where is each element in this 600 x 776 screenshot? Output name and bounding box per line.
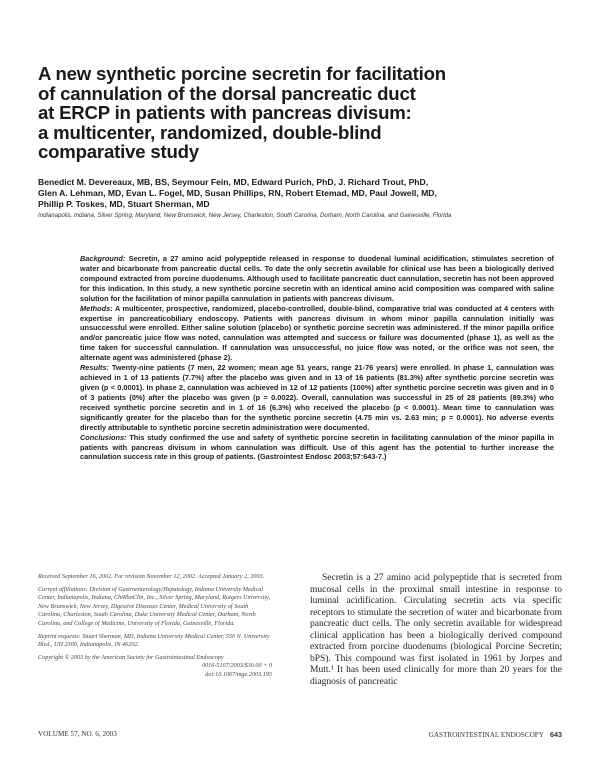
abstract-text: Twenty-nine patients (7 men, 22 women; mean age 51 years, range 21-76 years) were enrolled. In phase 1, cannulation was achieved in 1 of 13 patients (7.7%) after the placebo was given and in 13 of 16 patients (81.3%) after synthetic porcine secretin was given (p < 0.0001). In phase 2, cannulation was achieved in 12 of 12 patients (100%) after synthetic porcine secretin was given and in 0 of 3 patients (0%) after the placebo was given (p = 0.0022). Overall, cannulation was successful in 25 of 28 patients (89.3%) who received synthetic porcine secretin and in 1 of 16 (6.3%) who received the placebo (p < 0.0001). Mean time to cannulation was significantly greater for the placebo than for the synthetic porcine secretin (4.75 min vs. 2.63 min; p = 0.0001). No adverse events directly attributable to synthetic porcine secretin administration were documented. [80,363,554,432]
title-line: comparative study [38,141,199,163]
volume-info: VOLUME 57, NO. 6, 2003 [38,730,117,738]
reprint-requests: Reprint requests: Stuart Sherman, MD, Indiana University Medical Center, 550 N. University Blvd., UH 2300, Indianapolis, IN 46202. [38,632,270,649]
abstract-label: Methods: [80,303,113,313]
journal-name: GASTROINTESTINAL ENDOSCOPY [428,731,544,739]
author-line: Phillip P. Toskes, MD, Stuart Sherman, MD [38,199,210,210]
footnotes [38,573,272,680]
abstract-results [80,363,554,432]
body-text-column [310,573,562,688]
current-affiliations: Current affiliations: Division of Gastroenterology/Hepatology, Indiana University Medical Center, Indianapolis, Indiana, ChiRhoClin, Inc., Silver Spring, Maryland, Rutgers University, New Brunswick, New Jersey, Digestive Diseases Center, Medical University of South Carolina, Charleston, South Carolina, Duke University Medical Center, Durham, North Carolina, and College of Medicine, University of Florida, Gainesville, Florida. [38,585,271,627]
issn: 0016-5107/2003/$30.00 + 0 [201,662,272,670]
title-line: a multicenter, randomized, double-blind [38,121,382,143]
author-line: Benedict M. Devereaux, MB, BS, Seymour Fein, MD, Edward Purich, PhD, J. Richard Trout, PhD, [38,177,429,187]
abstract-text: Secretin, a 27 amino acid polypeptide released in response to duodenal luminal acidification, stimulates secretion of water and bicarbonate from pancreatic ductal cells. To date the only secretin available for clinical use has been a biologically derived compound extracted from porcine duodenums. Although used to facilitate pancreatic duct cannulation, secretin has not been approved for this indication. In this study, a new synthetic porcine secretin with an identical amino acid composition was compared with saline solution for the facilitation of minor papilla cannulation in patients with pancreas divisum. [80,254,554,303]
doi: doi:10.1067/mge.2003.195 [205,670,272,678]
abstract-methods [80,304,554,364]
received-dates: Received September 16, 2002. For revision November 12, 2002. Accepted January 2, 2003. [38,573,265,580]
title-line: A new synthetic porcine secretin for facilitation [38,63,446,84]
abstract [80,254,554,462]
abstract-label: Background: [80,254,126,263]
journal-footer [429,730,562,739]
abstract-text: A multicenter, prospective, randomized, placebo-controlled, double-blind, comparative trial was conducted at 4 centers with expertise in pancreaticobiliary endoscopy. Patients with pancreas divisum in whom minor papilla cannulation initially was unsuccessful were enrolled. Either saline solution (placebo) or synthetic porcine secretin was administered. If the minor papilla orifice and/or pancreatic juice flow was noted, cannulation was attempted and success or failure was documented (phase 1), as well as the time taken for successful cannulation. If cannulation was unsuccessful, no juice flow was noted, or the orifice was not seen, the alternate agent was administered (phase 2). [80,303,554,363]
page-number: 643 [550,730,562,739]
abstract-label: Conclusions: [80,432,127,442]
title-line: of cannulation of the dorsal pancreatic duct [38,82,416,104]
article-title [38,64,568,162]
abstract-background [80,254,554,304]
author-line: Glen A. Lehman, MD, Evan L. Fogel, MD, Susan Phillips, RN, Robert Etemad, MD, Paul Jowell, MD, [38,188,437,199]
abstract-text: This study confirmed the use and safety of synthetic porcine secretin in facilitating cannulation of the minor papilla in patients with pancreas divisum in whom cannulation was difficult. Use of this agent has the potential to further increase the cannulation success rate in this group of patients. (Gastrointest Endosc 2003;57:643-7.) [80,432,554,462]
title-line: at ERCP in patients with pancreas divisum: [38,102,412,124]
abstract-conclusions [80,433,554,463]
author-affiliations: Indianapolis, Indiana, Silver Spring, Maryland, New Brunswick, New Jersey, Charleston, South Carolina, Durham, North Carolina, and Gainesville, Florida [38,212,452,219]
abstract-label: Results: [80,363,109,373]
copyright: Copyright © 2003 by the American Society for Gastrointestinal Endoscopy [38,653,224,661]
body-paragraph: Secretin is a 27 amino acid polypeptide that is secreted from mucosal cells in the proximal small intestine in response to luminal acidification. Circulating secretin acts via specific receptors to stimulate the secretion of water and bicarbonate from pancreatic duct cells. The only secretin available for widespread clinical application has been a biologically derived compound extracted from porcine duodenums (biological Porcine Secretin; bPS). This compound was first isolated in 1961 by Jorpes and Mutt.¹ It has been used clinically for more than 20 years for the diagnosis of pancreatic [310,573,562,687]
author-list [38,177,578,211]
